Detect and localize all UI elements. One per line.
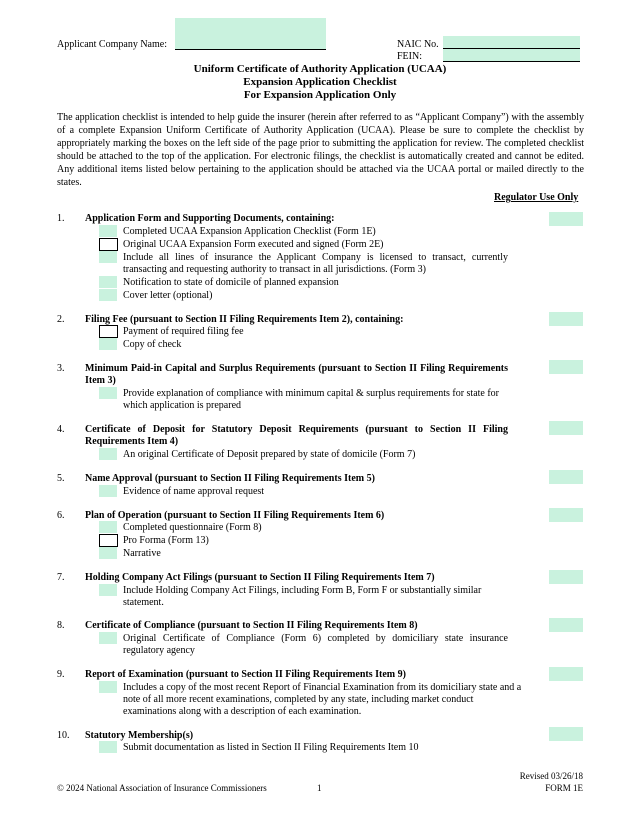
item-checkbox[interactable] [99, 251, 117, 263]
regulator-checkbox[interactable] [549, 508, 583, 522]
title-line-3: For Expansion Application Only [243, 89, 397, 101]
section-heading: Filing Fee (pursuant to Section II Filing Requirements Item 2), containing: [85, 314, 404, 325]
regulator-checkbox[interactable] [549, 470, 583, 484]
regulator-checkbox[interactable] [549, 667, 583, 681]
naic-label: NAIC No. [397, 39, 439, 50]
section-heading: Minimum Paid-in Capital and Surplus Requirements (pursuant to Section II Filing Requirements Item 3) [85, 363, 508, 386]
section-heading: Application Form and Supporting Documents, containing: [85, 213, 335, 224]
section-heading: Holding Company Act Filings (pursuant to Section II Filing Requirements Item 7) [85, 572, 435, 583]
checklist-item: Original Certificate of Compliance (Form 6) completed by domiciliary state insurance regulatory agency [123, 633, 508, 656]
item-checkbox[interactable] [99, 521, 117, 533]
fein-label: FEIN: [397, 51, 422, 62]
item-checkbox[interactable] [99, 276, 117, 288]
regulator-use-label: Regulator Use Only [494, 192, 579, 203]
section-number: 2. [57, 314, 65, 325]
regulator-checkbox[interactable] [549, 727, 583, 741]
checklist-item: Include all lines of insurance the Applicant Company is licensed to transact, currently transacting and requesting authority to transact in all jurisdictions. (Form 3) [123, 252, 508, 275]
regulator-checkbox[interactable] [549, 360, 583, 374]
section-number: 5. [57, 473, 65, 484]
checklist-item: Narrative [123, 548, 161, 559]
form-id: FORM 1E [545, 783, 583, 793]
checklist-item: An original Certificate of Deposit prepared by state of domicile (Form 7) [123, 449, 416, 460]
regulator-checkbox[interactable] [549, 312, 583, 326]
regulator-checkbox[interactable] [549, 570, 583, 584]
copyright: © 2024 National Association of Insurance Commissioners [57, 783, 267, 793]
title-line-1: Uniform Certificate of Authority Application (UCAA) [193, 63, 447, 75]
section-heading: Name Approval (pursuant to Section II Filing Requirements Item 5) [85, 473, 375, 484]
section-number: 4. [57, 424, 65, 435]
page-number: 1 [317, 783, 322, 793]
section-number: 7. [57, 572, 65, 583]
item-checkbox[interactable] [99, 325, 118, 338]
section-number: 9. [57, 669, 65, 680]
checklist-item: Original UCAA Expansion Form executed and signed (Form 2E) [123, 239, 384, 250]
section-heading: Plan of Operation (pursuant to Section II Filing Requirements Item 6) [85, 510, 385, 521]
checklist-item: Includes a copy of the most recent Report of Financial Examination from its domiciliary state and a note of all more recent examinations, completed by any state, including market conduct examinations along with a description of each examination. [123, 682, 522, 717]
checklist-item: Copy of check [123, 339, 182, 350]
section-heading: Certificate of Deposit for Statutory Deposit Requirements (pursuant to Section II Filing Requirements Item 4) [85, 424, 508, 447]
item-checkbox[interactable] [99, 289, 117, 301]
checklist-item: Payment of required filing fee [123, 326, 244, 337]
checklist-item: Submit documentation as listed in Section II Filing Requirements Item 10 [123, 742, 419, 753]
regulator-checkbox[interactable] [549, 421, 583, 435]
checklist-item: Evidence of name approval request [123, 486, 265, 497]
item-checkbox[interactable] [99, 338, 117, 350]
regulator-checkbox[interactable] [549, 212, 583, 226]
fein-underline [443, 61, 580, 62]
fein-field[interactable] [443, 49, 580, 61]
checklist-item: Completed UCAA Expansion Application Checklist (Form 1E) [123, 226, 376, 237]
checklist-item: Include Holding Company Act Filings, including Form B, Form F or substantially similar statement. [123, 585, 482, 608]
title-line-2: Expansion Application Checklist [243, 76, 397, 88]
item-checkbox[interactable] [99, 225, 117, 237]
applicant-label: Applicant Company Name: [57, 39, 167, 50]
item-checkbox[interactable] [99, 448, 117, 460]
item-checkbox[interactable] [99, 547, 117, 559]
applicant-underline [175, 49, 326, 50]
item-checkbox[interactable] [99, 741, 117, 753]
item-checkbox[interactable] [99, 238, 118, 251]
intro-paragraph: The application checklist is intended to help guide the insurer (herein after referred to as “Applicant Company”) with the assembly of a complete Expansion Uniform Certificate of Authority Application (UCAA). Please be sure to complete the checklist by appropriately marking the boxes on the left side of the page prior to submitting the application for review. The completed checklist should be attached to the top of the application. For electronic filings, the checklist is automatically created and cannot be edited. Any additional items listed below pertaining to the application should be attached via the UCAA portal or mailed directly to the states. [57, 112, 584, 188]
checklist-item: Completed questionnaire (Form 8) [123, 522, 262, 533]
section-number: 10. [57, 730, 70, 741]
applicant-company-name-field[interactable] [175, 18, 326, 49]
section-heading: Statutory Membership(s) [85, 730, 194, 741]
checklist-item: Cover letter (optional) [123, 290, 213, 301]
revised-date: Revised 03/26/18 [519, 771, 583, 781]
section-heading: Certificate of Compliance (pursuant to Section II Filing Requirements Item 8) [85, 620, 418, 631]
section-number: 1. [57, 213, 65, 224]
section-number: 3. [57, 363, 65, 374]
item-checkbox[interactable] [99, 534, 118, 547]
item-checkbox[interactable] [99, 485, 117, 497]
item-checkbox[interactable] [99, 387, 117, 399]
section-number: 8. [57, 620, 65, 631]
checklist-item: Notification to state of domicile of planned expansion [123, 277, 339, 288]
naic-field[interactable] [443, 36, 580, 48]
section-number: 6. [57, 510, 65, 521]
checklist-item: Pro Forma (Form 13) [123, 535, 209, 546]
item-checkbox[interactable] [99, 681, 117, 693]
checklist-item: Provide explanation of compliance with minimum capital & surplus requirements for state for which application is prepared [123, 388, 500, 411]
item-checkbox[interactable] [99, 584, 117, 596]
section-heading: Report of Examination (pursuant to Section II Filing Requirements Item 9) [85, 669, 406, 680]
item-checkbox[interactable] [99, 632, 117, 644]
regulator-checkbox[interactable] [549, 618, 583, 632]
